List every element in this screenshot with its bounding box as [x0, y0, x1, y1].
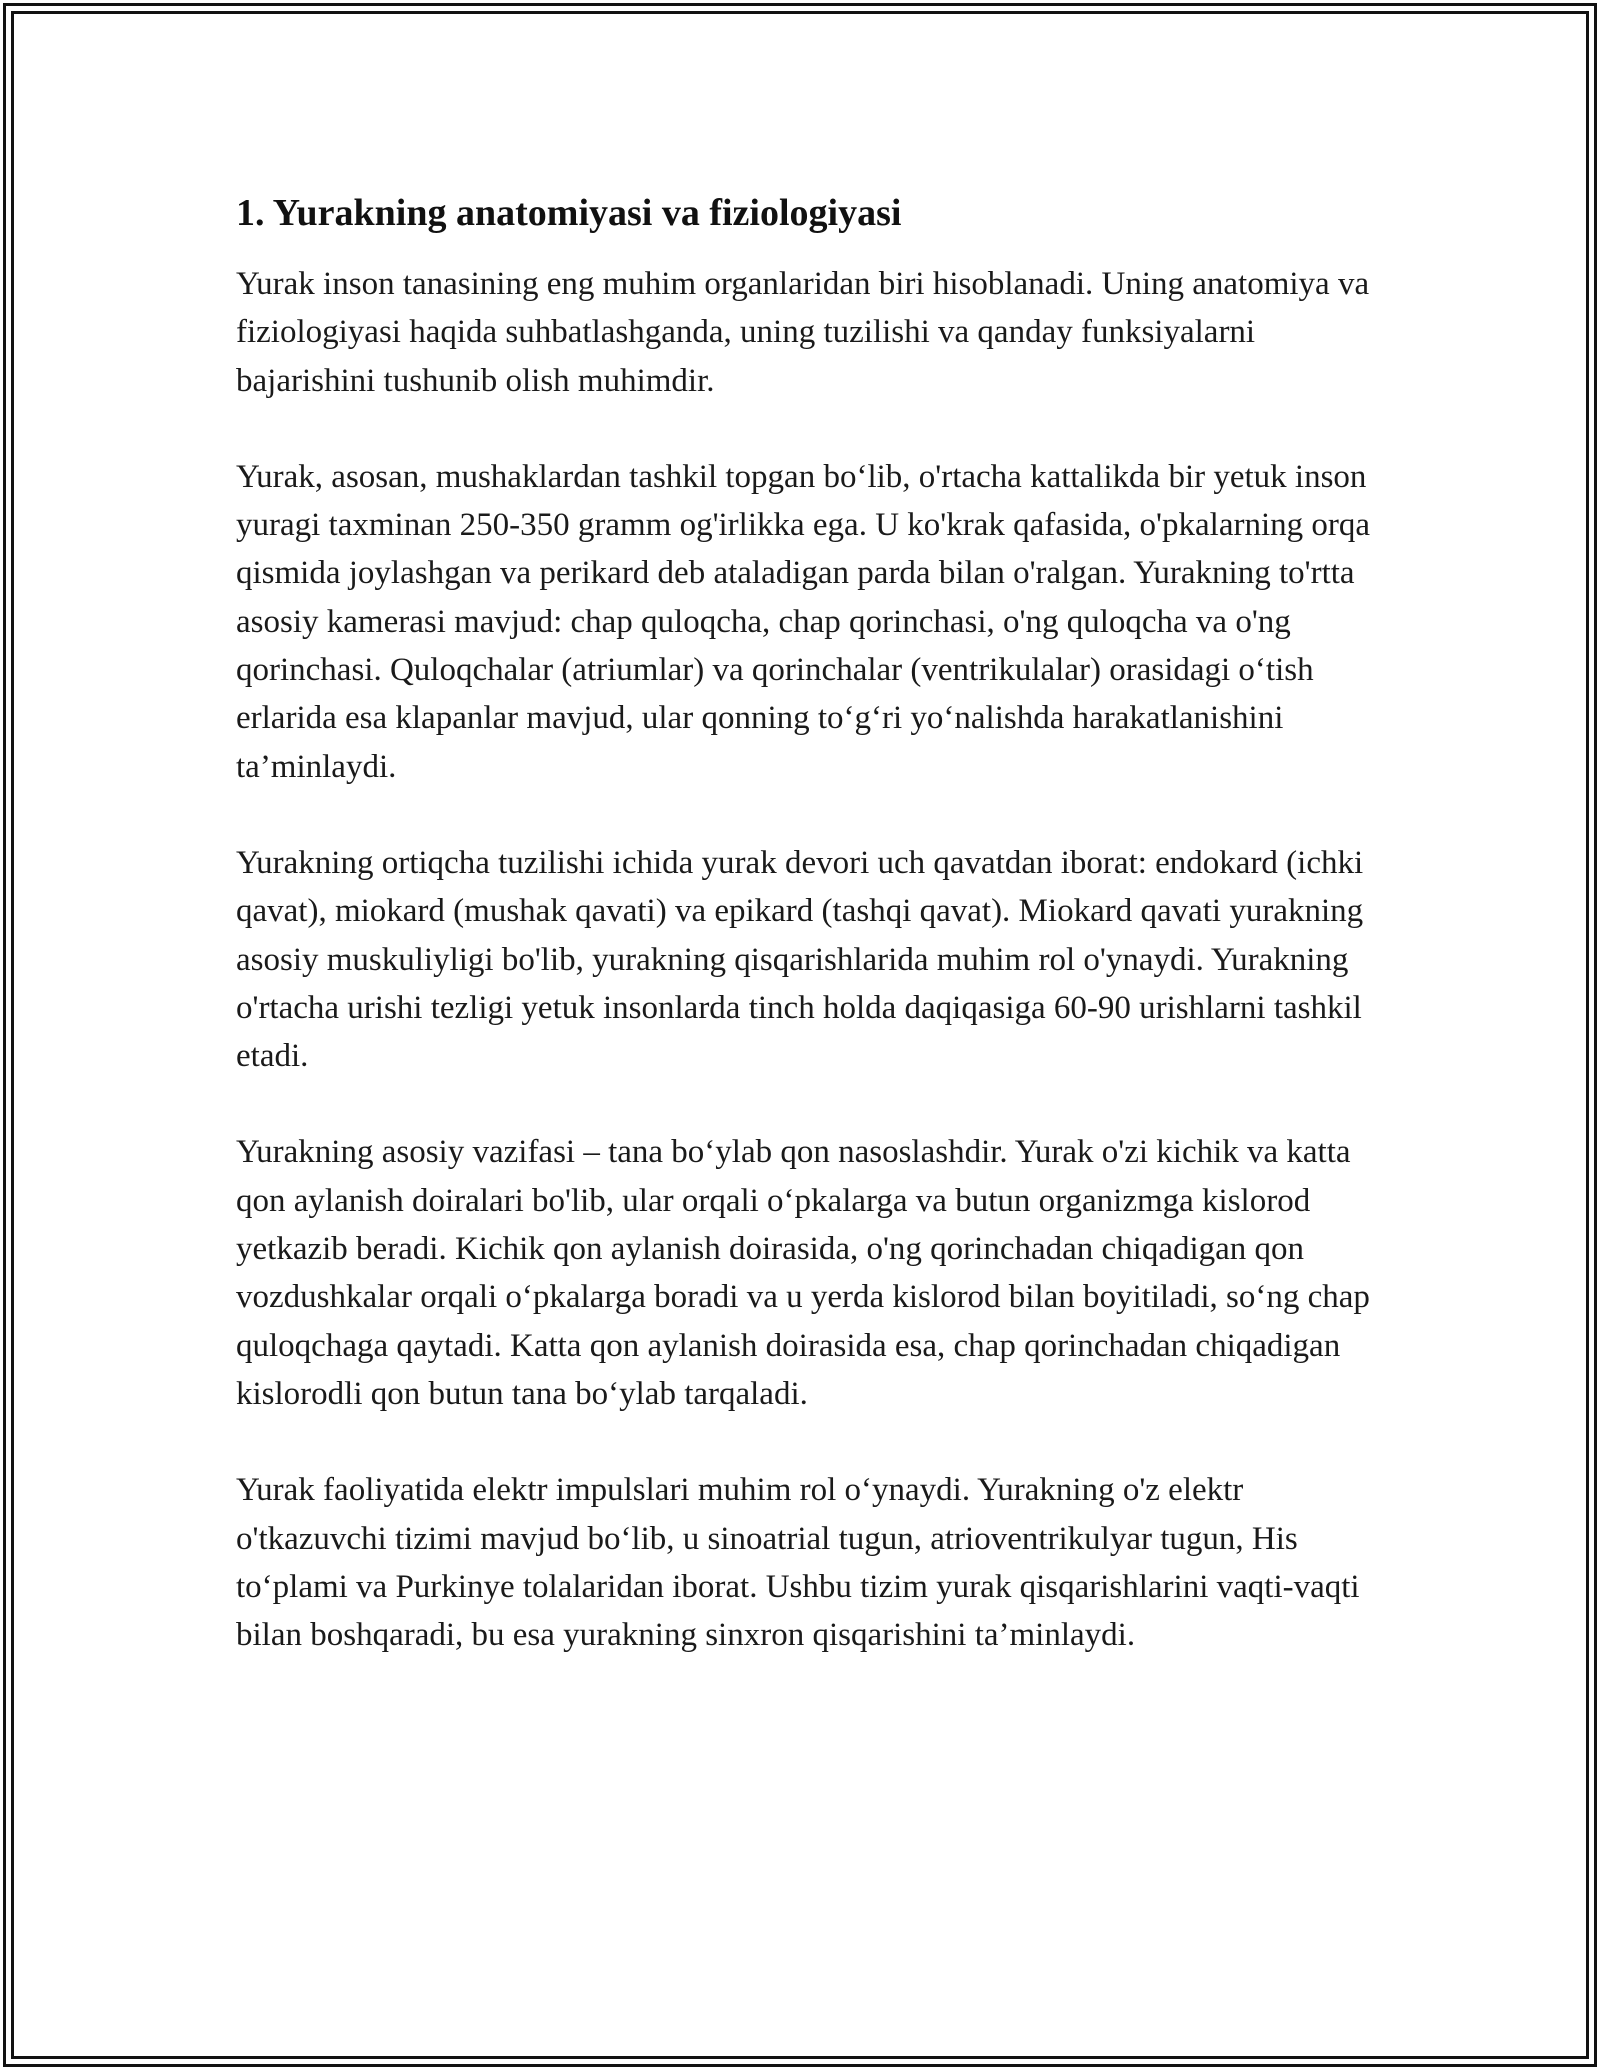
paragraph-intro: Yurak inson tanasining eng muhim organlaridan biri hisoblanadi. Uning anatomiya va fiziologiyasi haqida suhbatlashganda, uning tuzilishi va qanday funksiyalarni bajarishini tushunib olish muhimdir.	[236, 266, 1370, 399]
paragraph-anatomy: Yurak, asosan, mushaklardan tashkil topgan bo‘lib, o'rtacha kattalikda bir yetuk inson yuragi taxminan 250-350 gramm og'irlikka ega. U ko'krak qafasida, o'pkalarning orqa qismida joylashgan va perikard deb ataladigan parda bilan o'ralgan. Yurakning to'rtta asosiy kamerasi mavjud: chap quloqcha, chap qorinchasi, o'ng quloqcha va o'ng qorinchasi. Quloqchalar (atriumlar) va qorinchalar (ventrikulalar) orasidagi o‘tish erlarida esa klapanlar mavjud, ular qonning to‘g‘ri yo‘nalishda harakatlanishini ta’minlaydi.	[236, 458, 1371, 785]
section-title: 1. Yurakning anatomiyasi va fiziologiyasi	[236, 192, 902, 234]
paragraph-conduction: Yurak faoliyatida elektr impulslari muhim rol o‘ynaydi. Yurakning o'z elektr o'tkazuvchi tizimi mavjud bo‘lib, u sinoatrial tugun, atrioventrikulyar tugun, His to‘plami va Purkinye tolalaridan iborat. Ushbu tizim yurak qisqarishlarini vaqti-vaqti bilan boshqaradi, bu esa yurakning sinxron qisqarishini ta’minlaydi.	[236, 1472, 1360, 1654]
paragraph-heart-wall: Yurakning ortiqcha tuzilishi ichida yurak devori uch qavatdan iborat: endokard (ichki qavat), miokard (mushak qavati) va epikard (tashqi qavat). Miokard qavati yurakning asosiy muskuliyligi bo'lib, yurakning qisqarishlarida muhim rol o'ynaydi. Yurakning o'rtacha urishi tezligi yetuk insonlarda tinch holda daqiqasiga 60-90 urishlarni tashkil etadi.	[236, 844, 1364, 1075]
paragraph-circulation: Yurakning asosiy vazifasi – tana bo‘ylab qon nasoslashdir. Yurak o'zi kichik va katta qon aylanish doiralari bo'lib, ular orqali o‘pkalarga va butun organizmga kislorod yetkazib beradi. Kichik qon aylanish doirasida, o'ng qorinchadan chiqadigan qon vozdushkalar orqali o‘pkalarga boradi va u yerda kislorod bilan boyitiladi, so‘ng chap quloqchaga qaytadi. Katta qon aylanish doirasida esa, chap qorinchadan chiqadigan kislorodli qon butun tana bo‘ylab tarqaladi.	[236, 1134, 1370, 1412]
document-body	[236, 186, 1376, 1707]
